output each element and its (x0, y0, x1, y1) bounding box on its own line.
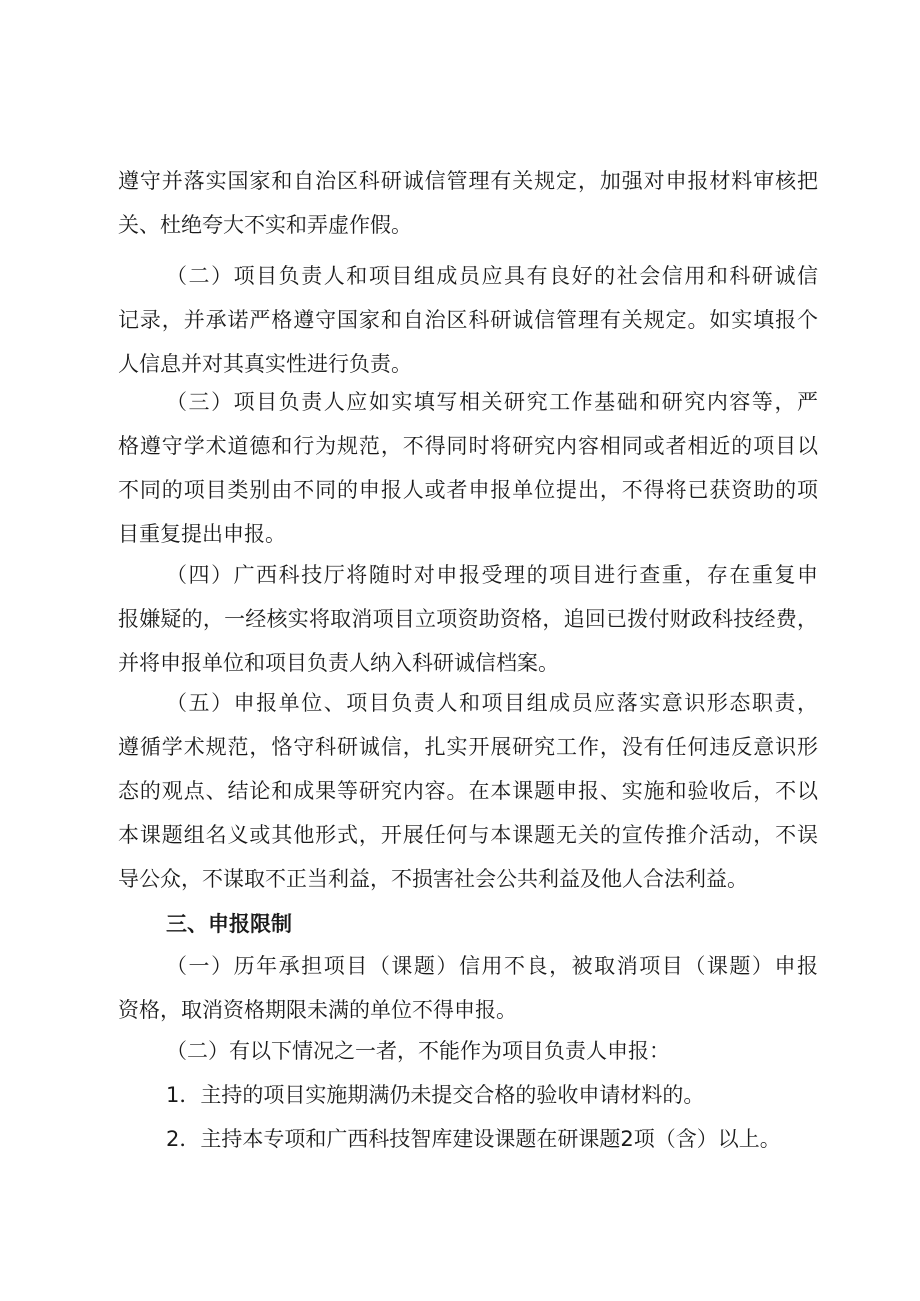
paragraph-line: 资格，取消资格期限未满的单位不得申报。 (118, 998, 517, 1022)
paragraph-line: 并将申报单位和项目负责人纳入科研诚信档案。 (118, 651, 559, 675)
paragraph-line: 记录，并承诺严格遵守国家和自治区科研诚信管理有关规定。如实填报个 (118, 308, 818, 332)
list-item: 1．主持的项目实施期满仍未提交合格的验收申请材料的。 (166, 1083, 705, 1107)
paragraph-line: 遵守并落实国家和自治区科研诚信管理有关规定，加强对申报材料审核把 (118, 169, 818, 193)
paragraph-line: （四）广西科技厅将随时对申报受理的项目进行查重，存在重复申 (166, 563, 818, 587)
paragraph-line: 人信息并对其真实性进行负责。 (118, 352, 412, 376)
paragraph-line: 态的观点、结论和成果等研究内容。在本课题申报、实施和验收后，不以 (118, 779, 818, 803)
paragraph-line: 格遵守学术道德和行为规范，不得同时将研究内容相同或者相近的项目以 (118, 434, 818, 458)
paragraph-line: （一）历年承担项目（课题）信用不良，被取消项目（课题）申报 (166, 954, 818, 978)
paragraph-line: （二）有以下情况之一者，不能作为项目负责人申报： (166, 1039, 670, 1063)
section-heading: 三、申报限制 (166, 912, 292, 936)
paragraph-line: 目重复提出申报。 (118, 522, 286, 546)
paragraph-line: （五）申报单位、项目负责人和项目组成员应落实意识形态职责， (166, 691, 818, 715)
list-item: 2．主持本专项和广西科技智库建设课题在研课题2项（含）以上。 (166, 1127, 781, 1151)
paragraph-line: 导公众，不谋取不正当利益，不损害社会公共利益及他人合法利益。 (118, 867, 748, 891)
paragraph-line: 遵循学术规范，恪守科研诚信，扎实开展研究工作，没有任何违反意识形 (118, 735, 818, 759)
paragraph-line: 本课题组名义或其他形式，开展任何与本课题无关的宣传推介活动，不误 (118, 823, 818, 847)
paragraph-line: 关、杜绝夸大不实和弄虚作假。 (118, 213, 412, 237)
paragraph-line: （二）项目负责人和项目组成员应具有良好的社会信用和科研诚信 (166, 264, 818, 288)
paragraph-line: （三）项目负责人应如实填写相关研究工作基础和研究内容等，严 (166, 390, 818, 414)
paragraph-line: 报嫌疑的，一经核实将取消项目立项资助资格，追回已拨付财政科技经费， (118, 607, 818, 631)
paragraph-line: 不同的项目类别由不同的申报人或者申报单位提出，不得将已获资助的项 (118, 478, 818, 502)
